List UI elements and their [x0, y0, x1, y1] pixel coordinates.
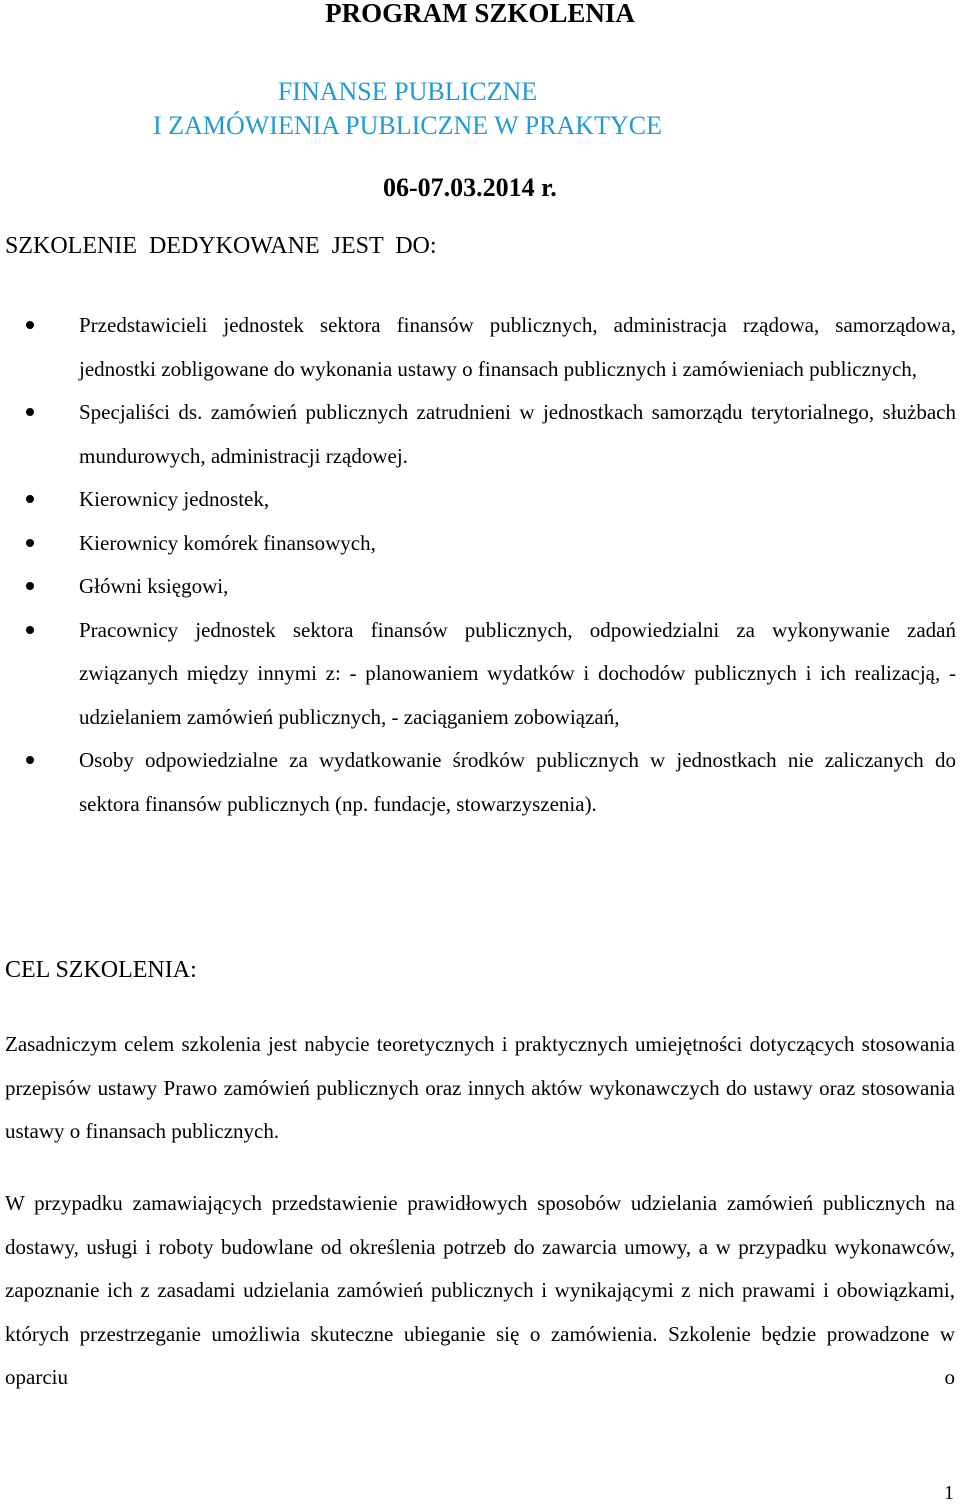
bullet-icon	[26, 756, 34, 764]
aim-paragraph-2: W przypadku zamawiających przedstawienie prawidłowych sposobów udzielania zamówień publicznych na dostawy, usługi i roboty budowlane od określenia potrzeb do zawarcia umowy, a w przypadku wykonawców, zapoznanie ich z zasadami udzielania zamówień publicznych i wynikającymi z nich prawami i obowiązkami, których przestrzeganie umożliwia skuteczne ubieganie się o zamówienia. Szkolenie będzie prowadzone w oparciu o	[5, 1191, 955, 1389]
bullet-icon	[26, 408, 34, 416]
page-number: 1	[944, 1482, 954, 1504]
course-title-line2: I ZAMÓWIENIA PUBLICZNE W PRAKTYCE	[153, 111, 662, 140]
aim-heading: CEL SZKOLENIA:	[5, 957, 197, 983]
list-item-text: Pracownicy jednostek sektora finansów publicznych, odpowiedzialni za wykonywanie zadań związanych między innymi z: - planowaniem wydatków i dochodów publicznych i ich realizacją, - udzielaniem zamówień publicznych, - zaciąganiem zobowiązań,	[79, 617, 956, 729]
list-item	[0, 739, 960, 826]
list-item-text: Specjaliści ds. zamówień publicznych zatrudnieni w jednostkach samorządu terytorialnego, służbach mundurowych, administracji rządowej.	[79, 400, 956, 468]
list-item-text: Przedstawicieli jednostek sektora finansów publicznych, administracja rządowa, samorządowa, jednostki zobligowane do wykonania ustawy o finansach publicznych i zamówieniach publicznych,	[79, 313, 956, 381]
course-title-line1: FINANSE PUBLICZNE	[277, 77, 538, 106]
bullet-icon	[26, 626, 34, 634]
list-item	[0, 565, 960, 609]
list-item-text: Kierownicy komórek finansowych,	[79, 530, 376, 555]
list-item	[0, 478, 960, 522]
list-item-text: Kierownicy jednostek,	[79, 487, 270, 511]
audience-list	[0, 304, 960, 826]
list-item	[0, 391, 960, 478]
audience-heading: SZKOLENIE DEDYKOWANE JEST DO:	[5, 233, 437, 259]
course-date: 06-07.03.2014 r.	[383, 173, 557, 202]
bullet-icon	[26, 539, 34, 547]
bullet-icon	[26, 582, 34, 590]
list-item	[0, 522, 960, 566]
document-title: PROGRAM SZKOLENIA	[325, 0, 635, 28]
list-item	[0, 304, 960, 391]
list-item-text: Osoby odpowiedzialne za wydatkowanie środków publicznych w jednostkach nie zaliczanych do sektora finansów publicznych (np. fundacje, stowarzyszenia).	[79, 748, 956, 816]
aim-paragraph-1: Zasadniczym celem szkolenia jest nabycie teoretycznych i praktycznych umiejętności dotyczących stosowania przepisów ustawy Prawo zamówień publicznych oraz innych aktów wykonawczych do ustawy oraz stosowania ustawy o finansach publicznych.	[5, 1032, 955, 1143]
bullet-icon	[26, 321, 34, 329]
list-item	[0, 609, 960, 740]
list-item-text: Główni księgowi,	[79, 574, 229, 598]
bullet-icon	[26, 495, 34, 503]
